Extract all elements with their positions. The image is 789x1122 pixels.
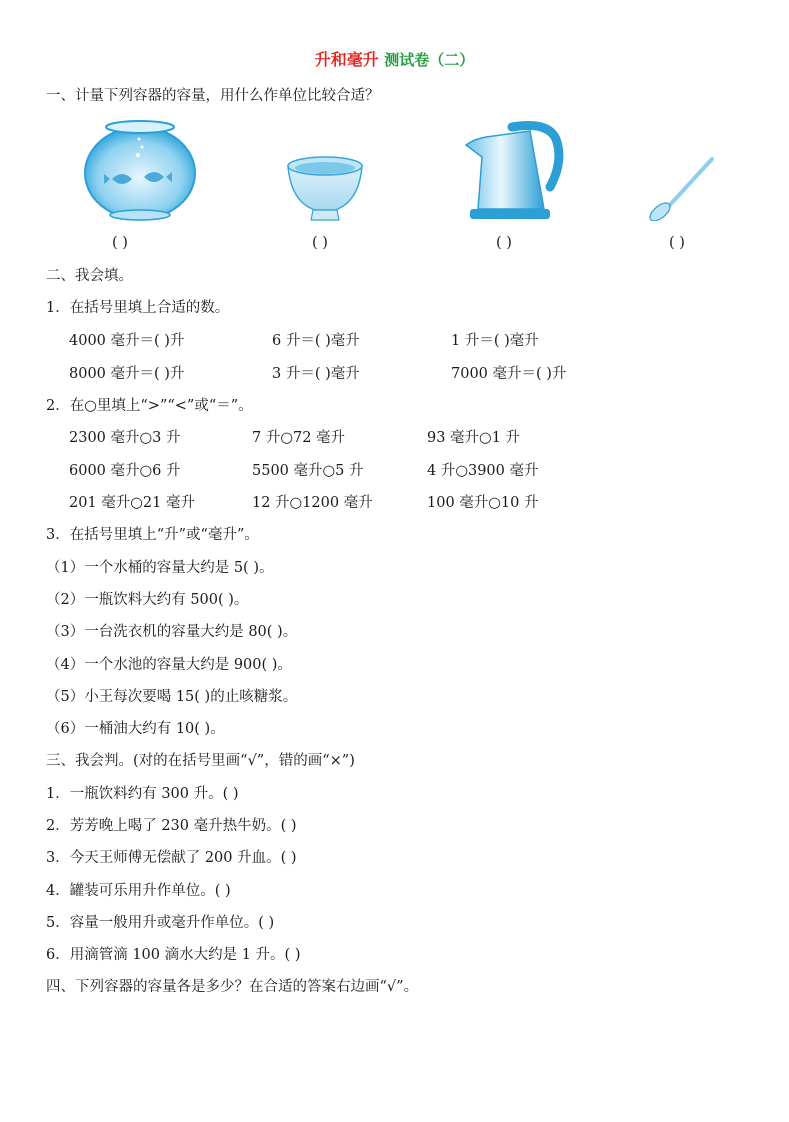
fishbowl-icon: [82, 117, 198, 221]
title-sub: 测试卷（二）: [384, 51, 475, 69]
fill-item[interactable]: 3 升＝( )毫升: [272, 366, 360, 382]
answer-blank-3[interactable]: ( ): [496, 235, 512, 251]
answer-blank-2[interactable]: ( ): [312, 235, 328, 251]
judge-item[interactable]: 1．一瓶饮料约有 300 升。( ): [46, 786, 239, 802]
compare-item[interactable]: 2300 毫升○3 升: [69, 430, 181, 446]
spoon-icon: [646, 155, 716, 221]
bowl-icon: [285, 150, 365, 222]
section-2-heading: 二、我会填。: [46, 268, 133, 284]
fill-item[interactable]: 4000 毫升＝( )升: [69, 333, 185, 349]
section-1-heading: 一、计量下列容器的容量，用什么作单位比较合适？: [46, 88, 380, 104]
compare-item[interactable]: 7 升○72 毫升: [252, 430, 346, 446]
judge-item[interactable]: 3．今天王师傅无偿献了 200 升血。( ): [46, 850, 297, 866]
unit-item[interactable]: （6）一桶油大约有 10( )。: [46, 721, 225, 737]
compare-item[interactable]: 12 升○1200 毫升: [252, 495, 373, 511]
judge-item[interactable]: 5．容量一般用升或毫升作单位。( ): [46, 915, 275, 931]
compare-item[interactable]: 5500 毫升○5 升: [252, 463, 364, 479]
unit-item[interactable]: （1）一个水桶的容量大约是 5( )。: [46, 560, 274, 576]
fill-item[interactable]: 7000 毫升＝( )升: [451, 366, 567, 382]
fill-item[interactable]: 6 升＝( )毫升: [272, 333, 360, 349]
fill-item[interactable]: 1 升＝( )毫升: [451, 333, 539, 349]
question-2-1-label: 1．在括号里填上合适的数。: [46, 300, 230, 316]
judge-item[interactable]: 2．芳芳晚上喝了 230 毫升热牛奶。( ): [46, 818, 297, 834]
judge-item[interactable]: 6．用滴管滴 100 滴水大约是 1 升。( ): [46, 947, 301, 963]
unit-item[interactable]: （5）小王每次要喝 15( )的止咳糖浆。: [46, 689, 298, 705]
question-2-3-label: 3．在括号里填上“升”或“毫升”。: [46, 527, 259, 543]
answer-blank-1[interactable]: ( ): [112, 235, 128, 251]
unit-item[interactable]: （4）一个水池的容量大约是 900( )。: [46, 657, 292, 673]
compare-item[interactable]: 6000 毫升○6 升: [69, 463, 181, 479]
answer-blank-4[interactable]: ( ): [669, 235, 685, 251]
page-title: [0, 47, 789, 70]
kettle-icon: [460, 117, 568, 223]
question-2-2-label: 2．在○里填上“>”“<”或“＝”。: [46, 398, 253, 414]
unit-item[interactable]: （3）一台洗衣机的容量大约是 80( )。: [46, 624, 298, 640]
compare-item[interactable]: 4 升○3900 毫升: [427, 463, 539, 479]
unit-item[interactable]: （2）一瓶饮料大约有 500( )。: [46, 592, 249, 608]
compare-item[interactable]: 201 毫升○21 毫升: [69, 495, 195, 511]
judge-item[interactable]: 4．罐装可乐用升作单位。( ): [46, 883, 231, 899]
section-4-heading: 四、下列容器的容量各是多少？在合适的答案右边画“√”。: [46, 979, 419, 995]
title-main: 升和毫升: [314, 50, 379, 69]
compare-item[interactable]: 93 毫升○1 升: [427, 430, 521, 446]
section-3-heading: 三、我会判。(对的在括号里画“√”，错的画“×”): [46, 753, 355, 769]
compare-item[interactable]: 100 毫升○10 升: [427, 495, 539, 511]
fill-item[interactable]: 8000 毫升＝( )升: [69, 366, 185, 382]
